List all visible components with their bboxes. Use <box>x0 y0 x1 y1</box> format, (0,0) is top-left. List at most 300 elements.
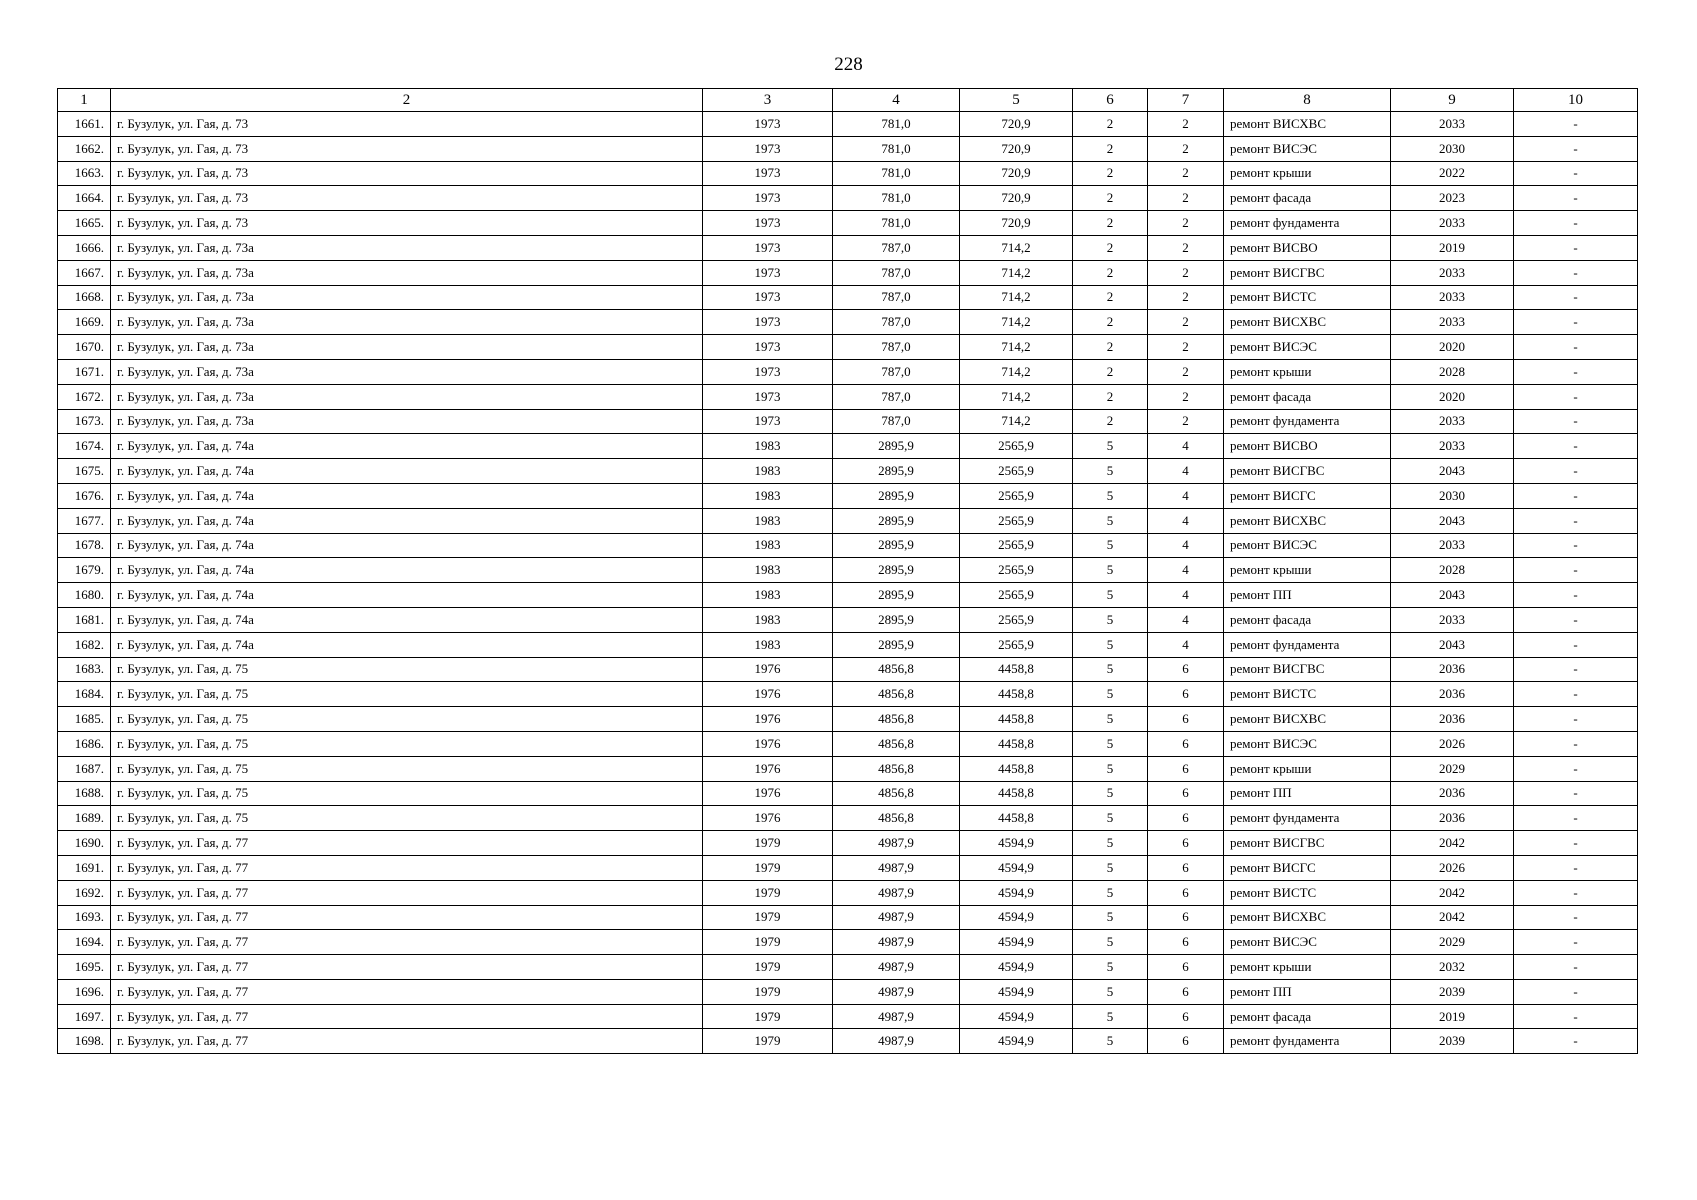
year-cell: 1979 <box>703 905 833 930</box>
note-cell: - <box>1514 583 1638 608</box>
table-row <box>58 359 1638 384</box>
work-type-cell: ремонт ВИСГС <box>1224 483 1391 508</box>
area-total-cell: 2895,9 <box>833 459 960 484</box>
address-cell: г. Бузулук, ул. Гая, д. 77 <box>111 955 703 980</box>
area-total-cell: 2895,9 <box>833 558 960 583</box>
area-total-cell: 4987,9 <box>833 880 960 905</box>
row-number-cell: 1661. <box>58 112 111 137</box>
work-type-cell: ремонт ВИСЭС <box>1224 731 1391 756</box>
table-row <box>58 1004 1638 1029</box>
planned-year-cell: 2023 <box>1391 186 1514 211</box>
work-type-cell: ремонт ВИСЭС <box>1224 136 1391 161</box>
floors-cell: 2 <box>1073 186 1148 211</box>
row-number-cell: 1691. <box>58 855 111 880</box>
area-living-cell: 4594,9 <box>960 905 1073 930</box>
table-row <box>58 855 1638 880</box>
header-row <box>58 89 1638 112</box>
area-living-cell: 720,9 <box>960 211 1073 236</box>
area-living-cell: 4458,8 <box>960 682 1073 707</box>
year-cell: 1976 <box>703 682 833 707</box>
table-row <box>58 112 1638 137</box>
row-number-cell: 1666. <box>58 235 111 260</box>
year-cell: 1976 <box>703 707 833 732</box>
note-cell: - <box>1514 607 1638 632</box>
note-cell: - <box>1514 806 1638 831</box>
row-number-cell: 1695. <box>58 955 111 980</box>
year-cell: 1983 <box>703 459 833 484</box>
area-total-cell: 4856,8 <box>833 707 960 732</box>
planned-year-cell: 2033 <box>1391 434 1514 459</box>
year-cell: 1976 <box>703 731 833 756</box>
table-row <box>58 235 1638 260</box>
column-header: 5 <box>960 89 1073 112</box>
entrances-cell: 6 <box>1148 955 1224 980</box>
floors-cell: 2 <box>1073 310 1148 335</box>
work-type-cell: ремонт крыши <box>1224 955 1391 980</box>
area-living-cell: 4458,8 <box>960 707 1073 732</box>
table-row <box>58 657 1638 682</box>
year-cell: 1979 <box>703 930 833 955</box>
planned-year-cell: 2033 <box>1391 112 1514 137</box>
address-cell: г. Бузулук, ул. Гая, д. 73 <box>111 186 703 211</box>
note-cell: - <box>1514 434 1638 459</box>
entrances-cell: 4 <box>1148 607 1224 632</box>
address-cell: г. Бузулук, ул. Гая, д. 74а <box>111 533 703 558</box>
entrances-cell: 4 <box>1148 558 1224 583</box>
entrances-cell: 2 <box>1148 186 1224 211</box>
year-cell: 1973 <box>703 335 833 360</box>
area-living-cell: 714,2 <box>960 310 1073 335</box>
area-total-cell: 4987,9 <box>833 1029 960 1054</box>
area-living-cell: 714,2 <box>960 384 1073 409</box>
table-row <box>58 533 1638 558</box>
floors-cell: 5 <box>1073 434 1148 459</box>
floors-cell: 5 <box>1073 731 1148 756</box>
table-row <box>58 707 1638 732</box>
entrances-cell: 2 <box>1148 136 1224 161</box>
note-cell: - <box>1514 409 1638 434</box>
area-total-cell: 787,0 <box>833 310 960 335</box>
area-living-cell: 4458,8 <box>960 806 1073 831</box>
floors-cell: 5 <box>1073 1029 1148 1054</box>
area-living-cell: 2565,9 <box>960 632 1073 657</box>
table-row <box>58 335 1638 360</box>
address-cell: г. Бузулук, ул. Гая, д. 77 <box>111 831 703 856</box>
table-row <box>58 161 1638 186</box>
area-living-cell: 2565,9 <box>960 459 1073 484</box>
row-number-cell: 1684. <box>58 682 111 707</box>
address-cell: г. Бузулук, ул. Гая, д. 74а <box>111 583 703 608</box>
floors-cell: 5 <box>1073 806 1148 831</box>
area-living-cell: 714,2 <box>960 235 1073 260</box>
area-living-cell: 720,9 <box>960 112 1073 137</box>
entrances-cell: 6 <box>1148 707 1224 732</box>
year-cell: 1983 <box>703 508 833 533</box>
note-cell: - <box>1514 781 1638 806</box>
work-type-cell: ремонт ВИСГВС <box>1224 657 1391 682</box>
planned-year-cell: 2033 <box>1391 607 1514 632</box>
planned-year-cell: 2033 <box>1391 310 1514 335</box>
address-cell: г. Бузулук, ул. Гая, д. 73а <box>111 409 703 434</box>
area-total-cell: 787,0 <box>833 285 960 310</box>
note-cell: - <box>1514 955 1638 980</box>
year-cell: 1979 <box>703 831 833 856</box>
table-row <box>58 136 1638 161</box>
floors-cell: 5 <box>1073 979 1148 1004</box>
area-total-cell: 4987,9 <box>833 930 960 955</box>
entrances-cell: 4 <box>1148 459 1224 484</box>
year-cell: 1983 <box>703 533 833 558</box>
address-cell: г. Бузулук, ул. Гая, д. 77 <box>111 905 703 930</box>
row-number-cell: 1686. <box>58 731 111 756</box>
area-living-cell: 2565,9 <box>960 583 1073 608</box>
work-type-cell: ремонт крыши <box>1224 359 1391 384</box>
row-number-cell: 1687. <box>58 756 111 781</box>
entrances-cell: 6 <box>1148 756 1224 781</box>
area-total-cell: 4987,9 <box>833 1004 960 1029</box>
planned-year-cell: 2019 <box>1391 235 1514 260</box>
address-cell: г. Бузулук, ул. Гая, д. 77 <box>111 930 703 955</box>
address-cell: г. Бузулук, ул. Гая, д. 74а <box>111 459 703 484</box>
year-cell: 1979 <box>703 880 833 905</box>
table-row <box>58 409 1638 434</box>
year-cell: 1983 <box>703 558 833 583</box>
table-row <box>58 905 1638 930</box>
address-cell: г. Бузулук, ул. Гая, д. 74а <box>111 558 703 583</box>
entrances-cell: 6 <box>1148 905 1224 930</box>
row-number-cell: 1683. <box>58 657 111 682</box>
area-total-cell: 781,0 <box>833 161 960 186</box>
work-type-cell: ремонт фасада <box>1224 1004 1391 1029</box>
work-type-cell: ремонт крыши <box>1224 558 1391 583</box>
address-cell: г. Бузулук, ул. Гая, д. 77 <box>111 1004 703 1029</box>
area-living-cell: 2565,9 <box>960 558 1073 583</box>
work-type-cell: ремонт фасада <box>1224 186 1391 211</box>
entrances-cell: 6 <box>1148 657 1224 682</box>
work-type-cell: ремонт ВИСЭС <box>1224 335 1391 360</box>
year-cell: 1983 <box>703 434 833 459</box>
entrances-cell: 2 <box>1148 285 1224 310</box>
table-row <box>58 583 1638 608</box>
row-number-cell: 1676. <box>58 483 111 508</box>
year-cell: 1979 <box>703 979 833 1004</box>
work-type-cell: ремонт фасада <box>1224 384 1391 409</box>
floors-cell: 5 <box>1073 756 1148 781</box>
area-total-cell: 4987,9 <box>833 905 960 930</box>
note-cell: - <box>1514 161 1638 186</box>
address-cell: г. Бузулук, ул. Гая, д. 74а <box>111 483 703 508</box>
work-type-cell: ремонт ВИСХВС <box>1224 905 1391 930</box>
entrances-cell: 6 <box>1148 682 1224 707</box>
floors-cell: 2 <box>1073 260 1148 285</box>
table-row <box>58 186 1638 211</box>
area-living-cell: 2565,9 <box>960 508 1073 533</box>
year-cell: 1973 <box>703 260 833 285</box>
floors-cell: 5 <box>1073 781 1148 806</box>
area-living-cell: 4594,9 <box>960 855 1073 880</box>
work-type-cell: ремонт ВИСХВС <box>1224 707 1391 732</box>
planned-year-cell: 2033 <box>1391 260 1514 285</box>
planned-year-cell: 2042 <box>1391 831 1514 856</box>
floors-cell: 2 <box>1073 235 1148 260</box>
entrances-cell: 2 <box>1148 112 1224 137</box>
table-row <box>58 285 1638 310</box>
entrances-cell: 6 <box>1148 880 1224 905</box>
row-number-cell: 1664. <box>58 186 111 211</box>
area-total-cell: 787,0 <box>833 359 960 384</box>
work-type-cell: ремонт крыши <box>1224 756 1391 781</box>
entrances-cell: 6 <box>1148 930 1224 955</box>
year-cell: 1973 <box>703 186 833 211</box>
floors-cell: 5 <box>1073 657 1148 682</box>
planned-year-cell: 2030 <box>1391 136 1514 161</box>
planned-year-cell: 2029 <box>1391 930 1514 955</box>
planned-year-cell: 2032 <box>1391 955 1514 980</box>
row-number-cell: 1685. <box>58 707 111 732</box>
row-number-cell: 1671. <box>58 359 111 384</box>
floors-cell: 2 <box>1073 359 1148 384</box>
work-type-cell: ремонт фундамента <box>1224 211 1391 236</box>
planned-year-cell: 2026 <box>1391 855 1514 880</box>
work-type-cell: ремонт фундамента <box>1224 1029 1391 1054</box>
address-cell: г. Бузулук, ул. Гая, д. 73а <box>111 359 703 384</box>
row-number-cell: 1673. <box>58 409 111 434</box>
work-type-cell: ремонт ВИСВО <box>1224 434 1391 459</box>
table-body <box>58 112 1638 1054</box>
area-living-cell: 4458,8 <box>960 731 1073 756</box>
area-total-cell: 4987,9 <box>833 979 960 1004</box>
area-total-cell: 2895,9 <box>833 583 960 608</box>
row-number-cell: 1672. <box>58 384 111 409</box>
planned-year-cell: 2020 <box>1391 384 1514 409</box>
year-cell: 1973 <box>703 112 833 137</box>
table-row <box>58 731 1638 756</box>
work-type-cell: ремонт ВИСТС <box>1224 682 1391 707</box>
area-living-cell: 4594,9 <box>960 979 1073 1004</box>
work-type-cell: ремонт фундамента <box>1224 806 1391 831</box>
planned-year-cell: 2033 <box>1391 285 1514 310</box>
address-cell: г. Бузулук, ул. Гая, д. 75 <box>111 781 703 806</box>
year-cell: 1976 <box>703 756 833 781</box>
entrances-cell: 6 <box>1148 781 1224 806</box>
area-living-cell: 2565,9 <box>960 434 1073 459</box>
table-row <box>58 979 1638 1004</box>
planned-year-cell: 2036 <box>1391 781 1514 806</box>
area-living-cell: 714,2 <box>960 359 1073 384</box>
floors-cell: 5 <box>1073 632 1148 657</box>
table-row <box>58 607 1638 632</box>
area-total-cell: 781,0 <box>833 136 960 161</box>
planned-year-cell: 2043 <box>1391 632 1514 657</box>
work-type-cell: ремонт ВИСХВС <box>1224 508 1391 533</box>
note-cell: - <box>1514 880 1638 905</box>
column-header: 2 <box>111 89 703 112</box>
planned-year-cell: 2020 <box>1391 335 1514 360</box>
floors-cell: 5 <box>1073 707 1148 732</box>
column-header: 1 <box>58 89 111 112</box>
row-number-cell: 1697. <box>58 1004 111 1029</box>
address-cell: г. Бузулук, ул. Гая, д. 75 <box>111 756 703 781</box>
address-cell: г. Бузулук, ул. Гая, д. 77 <box>111 880 703 905</box>
planned-year-cell: 2019 <box>1391 1004 1514 1029</box>
entrances-cell: 4 <box>1148 533 1224 558</box>
table-row <box>58 310 1638 335</box>
row-number-cell: 1693. <box>58 905 111 930</box>
area-living-cell: 714,2 <box>960 335 1073 360</box>
address-cell: г. Бузулук, ул. Гая, д. 74а <box>111 632 703 657</box>
table-row <box>58 930 1638 955</box>
address-cell: г. Бузулук, ул. Гая, д. 73а <box>111 335 703 360</box>
floors-cell: 2 <box>1073 384 1148 409</box>
note-cell: - <box>1514 632 1638 657</box>
note-cell: - <box>1514 112 1638 137</box>
year-cell: 1976 <box>703 657 833 682</box>
floors-cell: 5 <box>1073 955 1148 980</box>
planned-year-cell: 2026 <box>1391 731 1514 756</box>
row-number-cell: 1677. <box>58 508 111 533</box>
entrances-cell: 6 <box>1148 806 1224 831</box>
row-number-cell: 1674. <box>58 434 111 459</box>
area-total-cell: 2895,9 <box>833 533 960 558</box>
area-living-cell: 4594,9 <box>960 930 1073 955</box>
work-type-cell: ремонт крыши <box>1224 161 1391 186</box>
address-cell: г. Бузулук, ул. Гая, д. 73 <box>111 161 703 186</box>
area-total-cell: 2895,9 <box>833 434 960 459</box>
area-total-cell: 787,0 <box>833 260 960 285</box>
floors-cell: 5 <box>1073 583 1148 608</box>
page-number: 228 <box>834 54 863 75</box>
area-total-cell: 2895,9 <box>833 483 960 508</box>
table-row <box>58 558 1638 583</box>
note-cell: - <box>1514 483 1638 508</box>
entrances-cell: 4 <box>1148 483 1224 508</box>
floors-cell: 5 <box>1073 508 1148 533</box>
address-cell: г. Бузулук, ул. Гая, д. 73а <box>111 235 703 260</box>
floors-cell: 5 <box>1073 459 1148 484</box>
work-type-cell: ремонт ВИСГВС <box>1224 459 1391 484</box>
floors-cell: 5 <box>1073 558 1148 583</box>
area-total-cell: 2895,9 <box>833 607 960 632</box>
planned-year-cell: 2036 <box>1391 707 1514 732</box>
note-cell: - <box>1514 136 1638 161</box>
entrances-cell: 6 <box>1148 1029 1224 1054</box>
row-number-cell: 1670. <box>58 335 111 360</box>
work-type-cell: ремонт фундамента <box>1224 409 1391 434</box>
row-number-cell: 1692. <box>58 880 111 905</box>
year-cell: 1973 <box>703 285 833 310</box>
work-type-cell: ремонт фасада <box>1224 607 1391 632</box>
table-row <box>58 831 1638 856</box>
planned-year-cell: 2043 <box>1391 508 1514 533</box>
note-cell: - <box>1514 384 1638 409</box>
note-cell: - <box>1514 682 1638 707</box>
work-type-cell: ремонт ВИСЭС <box>1224 930 1391 955</box>
year-cell: 1976 <box>703 806 833 831</box>
year-cell: 1973 <box>703 359 833 384</box>
area-living-cell: 4594,9 <box>960 831 1073 856</box>
floors-cell: 2 <box>1073 285 1148 310</box>
address-cell: г. Бузулук, ул. Гая, д. 73 <box>111 211 703 236</box>
planned-year-cell: 2036 <box>1391 657 1514 682</box>
work-type-cell: ремонт фундамента <box>1224 632 1391 657</box>
table-row <box>58 508 1638 533</box>
area-total-cell: 781,0 <box>833 186 960 211</box>
table-row <box>58 483 1638 508</box>
year-cell: 1983 <box>703 632 833 657</box>
area-living-cell: 2565,9 <box>960 607 1073 632</box>
table-row <box>58 384 1638 409</box>
planned-year-cell: 2029 <box>1391 756 1514 781</box>
note-cell: - <box>1514 707 1638 732</box>
entrances-cell: 2 <box>1148 409 1224 434</box>
address-cell: г. Бузулук, ул. Гая, д. 75 <box>111 806 703 831</box>
row-number-cell: 1679. <box>58 558 111 583</box>
table-row <box>58 756 1638 781</box>
floors-cell: 2 <box>1073 112 1148 137</box>
work-type-cell: ремонт ВИСТС <box>1224 285 1391 310</box>
note-cell: - <box>1514 186 1638 211</box>
year-cell: 1983 <box>703 583 833 608</box>
note-cell: - <box>1514 756 1638 781</box>
planned-year-cell: 2033 <box>1391 409 1514 434</box>
address-cell: г. Бузулук, ул. Гая, д. 75 <box>111 682 703 707</box>
planned-year-cell: 2036 <box>1391 682 1514 707</box>
year-cell: 1973 <box>703 136 833 161</box>
area-total-cell: 4856,8 <box>833 781 960 806</box>
table-row <box>58 955 1638 980</box>
row-number-cell: 1668. <box>58 285 111 310</box>
address-cell: г. Бузулук, ул. Гая, д. 73а <box>111 285 703 310</box>
row-number-cell: 1688. <box>58 781 111 806</box>
address-cell: г. Бузулук, ул. Гая, д. 74а <box>111 607 703 632</box>
table-row <box>58 459 1638 484</box>
column-header: 7 <box>1148 89 1224 112</box>
address-cell: г. Бузулук, ул. Гая, д. 77 <box>111 979 703 1004</box>
row-number-cell: 1675. <box>58 459 111 484</box>
area-total-cell: 781,0 <box>833 112 960 137</box>
row-number-cell: 1665. <box>58 211 111 236</box>
planned-year-cell: 2033 <box>1391 211 1514 236</box>
row-number-cell: 1663. <box>58 161 111 186</box>
year-cell: 1983 <box>703 483 833 508</box>
entrances-cell: 2 <box>1148 310 1224 335</box>
floors-cell: 5 <box>1073 905 1148 930</box>
column-header: 8 <box>1224 89 1391 112</box>
area-living-cell: 714,2 <box>960 260 1073 285</box>
row-number-cell: 1667. <box>58 260 111 285</box>
address-cell: г. Бузулук, ул. Гая, д. 73а <box>111 260 703 285</box>
planned-year-cell: 2039 <box>1391 1029 1514 1054</box>
note-cell: - <box>1514 533 1638 558</box>
table-row <box>58 211 1638 236</box>
work-type-cell: ремонт ВИСГВС <box>1224 831 1391 856</box>
work-type-cell: ремонт ВИСВО <box>1224 235 1391 260</box>
row-number-cell: 1662. <box>58 136 111 161</box>
planned-year-cell: 2028 <box>1391 558 1514 583</box>
area-total-cell: 781,0 <box>833 211 960 236</box>
floors-cell: 2 <box>1073 211 1148 236</box>
area-living-cell: 4594,9 <box>960 955 1073 980</box>
planned-year-cell: 2039 <box>1391 979 1514 1004</box>
entrances-cell: 2 <box>1148 235 1224 260</box>
work-type-cell: ремонт ПП <box>1224 583 1391 608</box>
planned-year-cell: 2028 <box>1391 359 1514 384</box>
area-total-cell: 4856,8 <box>833 806 960 831</box>
table-row <box>58 806 1638 831</box>
area-total-cell: 4987,9 <box>833 831 960 856</box>
address-cell: г. Бузулук, ул. Гая, д. 75 <box>111 657 703 682</box>
area-total-cell: 4856,8 <box>833 682 960 707</box>
